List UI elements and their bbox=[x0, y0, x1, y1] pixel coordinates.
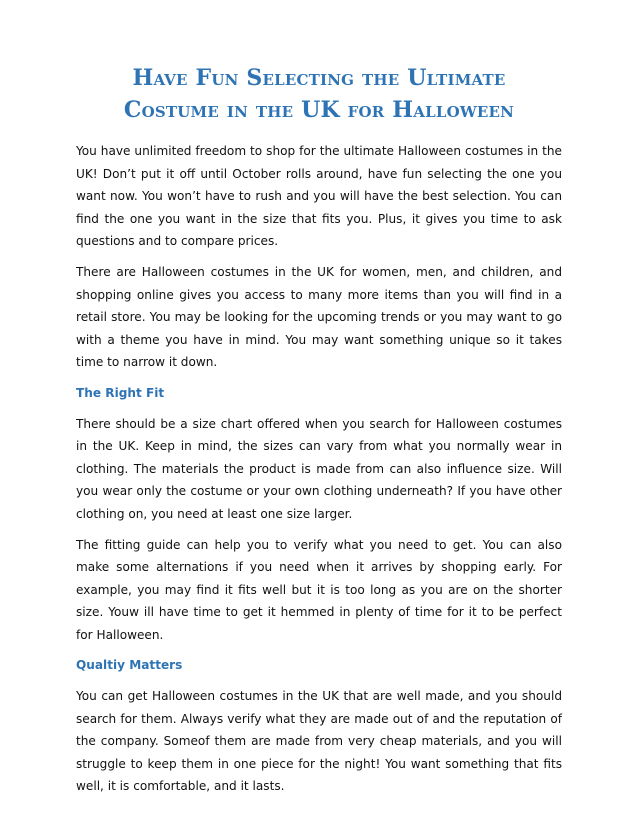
section-heading-right-fit: The Right Fit bbox=[76, 385, 165, 400]
paragraph-costume-options: There are Halloween costumes in the UK for women, men, and children, and shopping online gives you access to many more items than you will find in a retail store. You may be looking for the upcoming trends or you may want to go with a theme you have in mind. You may want something unique so it takes time to narrow it down. bbox=[76, 264, 562, 370]
paragraph-intro: You have unlimited freedom to shop for the ultimate Halloween costumes in the UK! Don’t put it off until October rolls around, have fun selecting the one you want now. You won’t have to rush and you will have the best selection. You can find the one you want in the size that fits you. Plus, it gives you time to ask questions and to compare prices. bbox=[76, 144, 562, 249]
title-line-2: Costume in the UK for Halloween bbox=[123, 97, 515, 123]
paragraph-quality: You can get Halloween costumes in the UK that are well made, and you should search for them. Always verify what they are made out of and the reputation of the company. Someof them are made from very cheap materials, and you will struggle to keep them in one piece for the night! You want something that fits well, it is comfortable, and it lasts. bbox=[76, 689, 562, 794]
paragraph-fitting-guide: The fitting guide can help you to verify what you need to get. You can also make some alternations if you need when it arrives by shopping early. For example, you may find it fits well but it is too long as you are on the shorter size. Youw ill have time to get it hemmed in plenty of time for it to be perfect for Halloween. bbox=[76, 537, 562, 642]
page-title bbox=[76, 62, 562, 126]
paragraph-size-chart: There should be a size chart offered when you search for Halloween costumes in the UK. Keep in mind, the sizes can vary from what you normally wear in clothing. The materials the product is made from can also influence size. Will you wear only the costume or your own clothing underneath? If you have other clothing on, you need at least one size larger. bbox=[76, 416, 562, 521]
title-line-1: Have Fun Selecting the Ultimate bbox=[132, 65, 506, 91]
section-heading-quality-matters: Qualtiy Matters bbox=[76, 658, 183, 673]
document-body bbox=[76, 140, 562, 806]
